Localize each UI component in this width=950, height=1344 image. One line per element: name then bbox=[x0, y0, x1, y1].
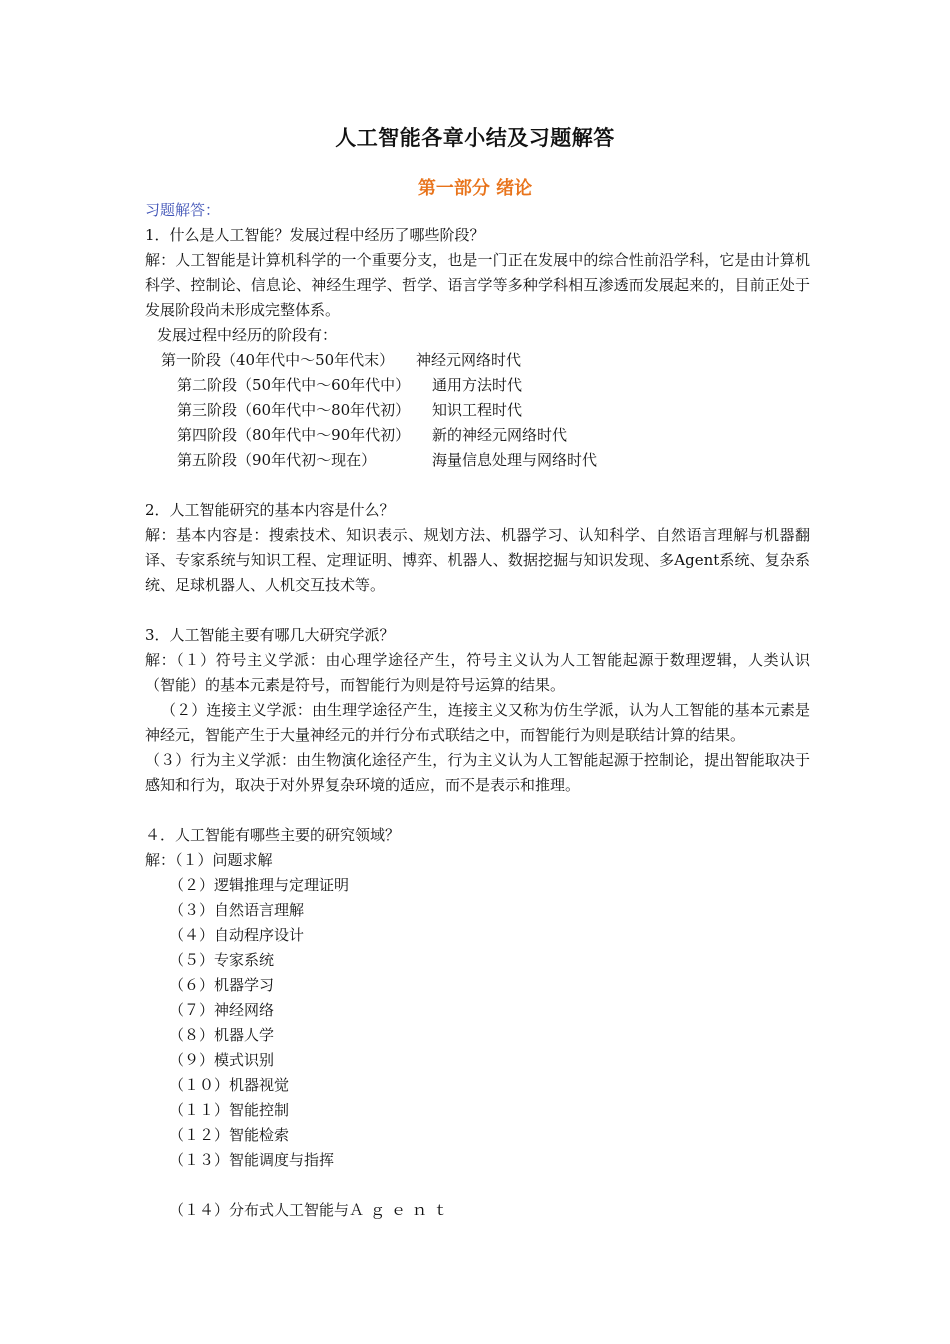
field-item-suffix: Ａｇｅｎｔ bbox=[349, 1201, 455, 1219]
field-item: （９）模式识别 bbox=[169, 1051, 275, 1069]
field-item: （３）自然语言理解 bbox=[169, 901, 305, 919]
field-item: （４）自动程序设计 bbox=[169, 926, 305, 944]
field-item: 解：（１）问题求解 bbox=[145, 851, 273, 869]
answer-3-symbolism: 解：（１）符号主义学派：由心理学途径产生，符号主义认为人工智能起源于数理逻辑，人类认识（智能）的基本元素是符号，而智能行为则是符号运算的结果。 bbox=[145, 651, 810, 694]
question-2: 2．人工智能研究的基本内容是什么？ bbox=[145, 501, 395, 519]
answer-3-connectionism: （２）连接主义学派：由生理学途径产生，连接主义又称为仿生学派，认为人工智能的基本元素是神经元，智能产生于大量神经元的并行分布式联结之中，而智能行为则是联结计算的结果。 bbox=[145, 701, 810, 744]
field-item: （６）机器学习 bbox=[169, 976, 275, 994]
document-body bbox=[145, 198, 810, 1223]
stage-name: 知识工程时代 bbox=[432, 401, 523, 419]
stage-period: 第四阶段（80年代中～90年代初） bbox=[177, 426, 411, 444]
stage-name: 新的神经元网络时代 bbox=[432, 426, 568, 444]
field-item: （１１）智能控制 bbox=[169, 1101, 290, 1119]
paragraph-gap bbox=[145, 473, 810, 498]
stage-name: 神经元网络时代 bbox=[416, 351, 522, 369]
field-item: （１３）智能调度与指挥 bbox=[169, 1151, 335, 1169]
answer-3-behaviorism: （３）行为主义学派：由生物演化途径产生，行为主义认为人工智能起源于控制论，提出智能取决于感知和行为，取决于对外界复杂环境的适应，而不是表示和推理。 bbox=[145, 751, 810, 794]
document-title: 人工智能各章小结及习题解答 bbox=[335, 125, 615, 150]
question-1: 1．什么是人工智能？发展过程中经历了哪些阶段？ bbox=[145, 226, 485, 244]
field-item: （１２）智能检索 bbox=[169, 1126, 290, 1144]
stage-row bbox=[145, 398, 810, 423]
stage-period: 第一阶段（40年代中～50年代末） bbox=[161, 351, 395, 369]
answers-subheading: 习题解答： bbox=[145, 201, 221, 219]
stage-period: 第三阶段（60年代中～80年代初） bbox=[177, 401, 411, 419]
answer-2: 解：基本内容是：搜索技术、知识表示、规划方法、机器学习、认知科学、自然语言理解与机器翻译、专家系统与知识工程、定理证明、博弈、机器人、数据挖掘与知识发现、多Agent系统、复杂系统、足球机器人、人机交互技术等。 bbox=[145, 526, 810, 594]
stage-row bbox=[145, 423, 810, 448]
stage-row bbox=[145, 448, 810, 473]
question-3: 3．人工智能主要有哪几大研究学派？ bbox=[145, 626, 395, 644]
field-item: （５）专家系统 bbox=[169, 951, 275, 969]
field-item: （８）机器人学 bbox=[169, 1026, 275, 1044]
stages-intro: 发展过程中经历的阶段有： bbox=[157, 326, 338, 344]
stage-name: 海量信息处理与网络时代 bbox=[432, 451, 598, 469]
stage-row bbox=[145, 373, 810, 398]
question-4: ４．人工智能有哪些主要的研究领域？ bbox=[145, 826, 401, 844]
field-item: （７）神经网络 bbox=[169, 1001, 275, 1019]
field-item: （２）逻辑推理与定理证明 bbox=[169, 876, 350, 894]
field-item: （１０）机器视觉 bbox=[169, 1076, 290, 1094]
answer-1: 解：人工智能是计算机科学的一个重要分支，也是一门正在发展中的综合性前沿学科，它是由计算机科学、控制论、信息论、神经生理学、哲学、语言学等多种学科相互渗透而发展起来的，目前正处于发展阶段尚未形成完整体系。 bbox=[145, 251, 810, 319]
part-title: 第一部分 绪论 bbox=[417, 178, 533, 199]
stage-period: 第五阶段（90年代初～现在） bbox=[177, 451, 377, 469]
field-item-prefix: （１４）分布式人工智能与 bbox=[169, 1201, 350, 1219]
stage-row bbox=[145, 348, 810, 373]
field-item bbox=[145, 1173, 810, 1198]
paragraph-gap bbox=[145, 598, 810, 623]
paragraph-gap bbox=[145, 798, 810, 823]
field-item bbox=[145, 1198, 810, 1223]
stage-name: 通用方法时代 bbox=[432, 376, 523, 394]
stage-period: 第二阶段（50年代中～60年代中） bbox=[177, 376, 411, 394]
